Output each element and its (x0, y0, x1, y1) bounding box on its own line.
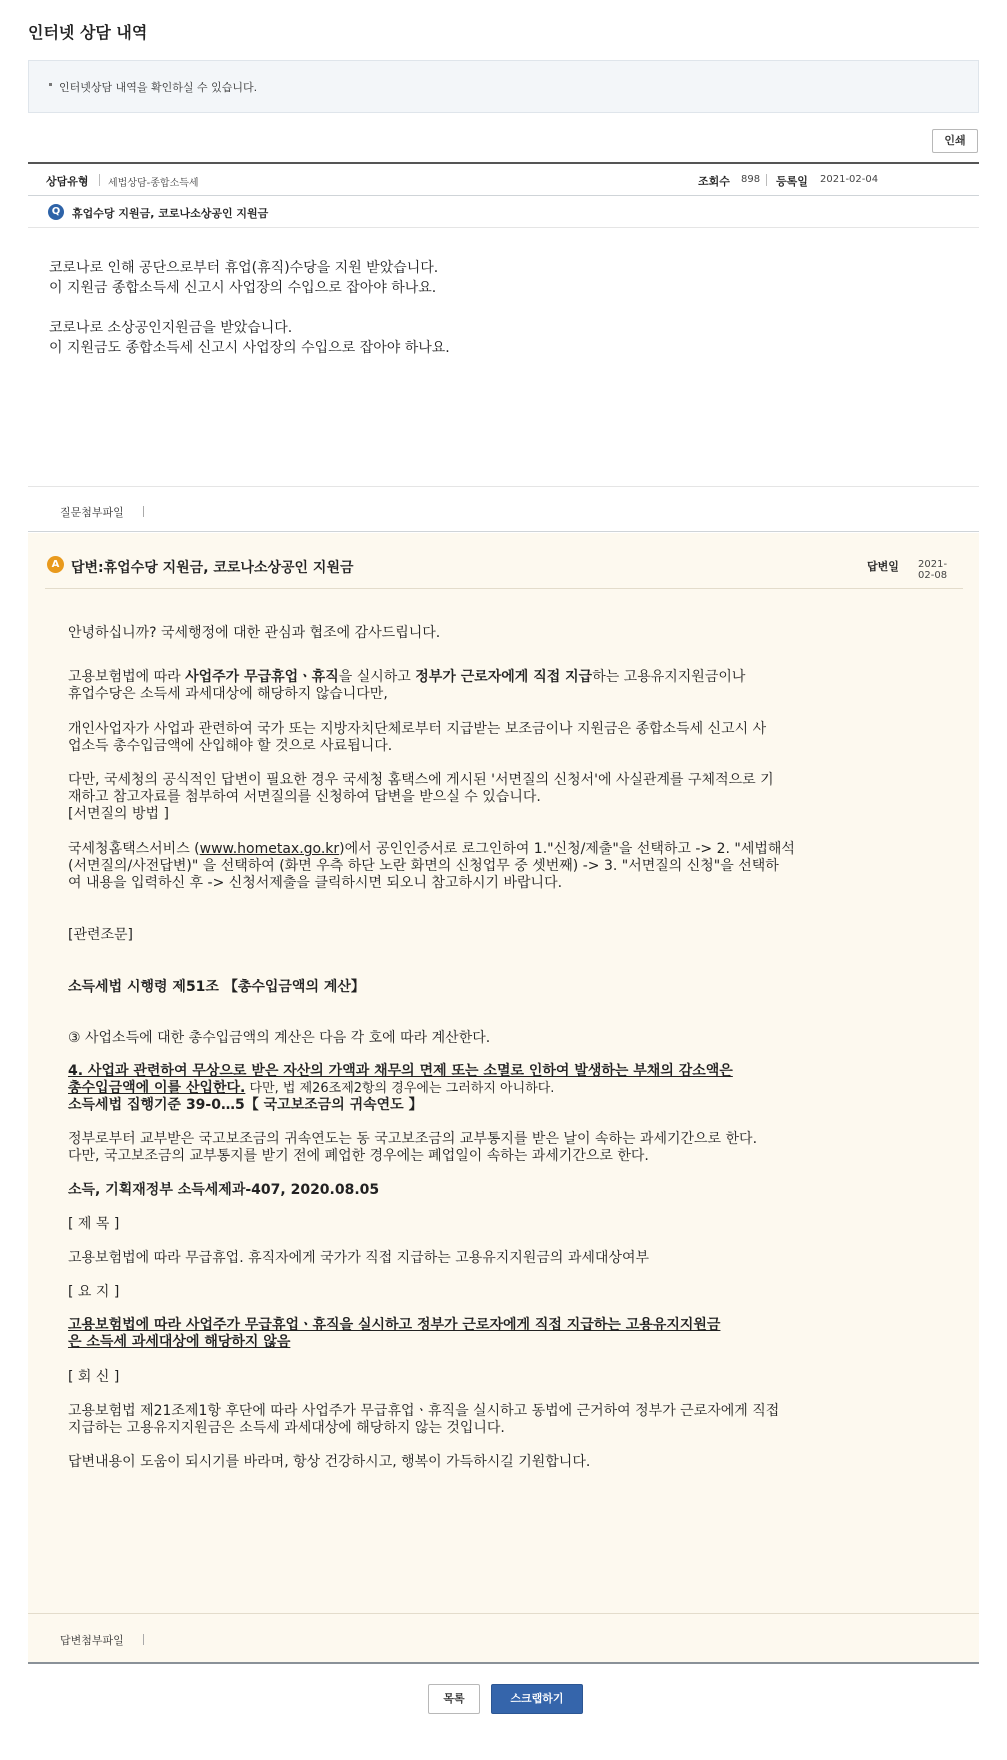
text: 여 내용을 입력하신 후 -> 신청서제출을 클릭하시면 되오니 참고하시기 바랍니다. (68, 875, 563, 891)
subject-label: [ 제 목 ] (68, 1216, 120, 1232)
subject-text: 고용보험법에 따라 무급휴업. 휴직자에게 국가가 직접 지급하는 고용유지지원금의 과세대상여부 (68, 1250, 650, 1266)
law-item-3: ③ 사업소득에 대한 총수입금액의 계산은 다음 각 호에 따라 계산한다. (68, 1030, 491, 1046)
question-title: 휴업수당 지원금, 코로나소상공인 지원금 (72, 207, 269, 220)
rule-title: 소득세법 집행기준 39-0…5【 국고보조금의 귀속연도 】 (68, 1097, 423, 1113)
divider (766, 174, 767, 186)
notice-text: 인터넷상담 내역을 확인하실 수 있습니다. (59, 81, 258, 94)
text-bold: 사업주가 무급휴업ㆍ휴직 (185, 669, 339, 685)
text: 지급하는 고용유지지원금은 소득세 과세대상에 해당하지 않는 것입니다. (68, 1420, 505, 1436)
text: 다만, 국세청의 공식적인 답변이 필요한 경우 국세청 홈택스에 게시된 '서면질의 신청서'에 사실관계를 구체적으로 기 (68, 772, 774, 788)
text: 고용보험법 제21조제1항 후단에 따라 사업주가 무급휴업ㆍ휴직을 실시하고 동법에 근거하여 정부가 근로자에게 직접 (68, 1403, 780, 1419)
text: 정부로부터 교부받은 국고보조금의 귀속연도는 동 국고보조금의 교부통지를 받은 날이 속하는 과세기간으로 한다. (68, 1131, 758, 1147)
text: [서면질의 방법 ] (68, 806, 169, 822)
answer-paragraph (68, 772, 953, 823)
list-button[interactable]: 목록 (428, 1684, 480, 1714)
question-line: 코로나로 소상공인지원금을 받았습니다. (49, 320, 293, 336)
answer-date-value: 2021-02-08 (918, 559, 948, 581)
law-item-4 (68, 1063, 953, 1097)
page-title: 인터넷 상담 내역 (28, 23, 148, 42)
date-label: 등록일 (776, 175, 808, 188)
answer-attachment-label: 답변첨부파일 (60, 1634, 124, 1647)
hometax-link[interactable]: www.hometax.go.kr (199, 841, 340, 857)
answer-closing: 답변내용이 도움이 되시기를 바라며, 항상 건강하시고, 행복이 가득하시길 기원합니다. (68, 1454, 591, 1470)
question-title-row (28, 196, 979, 228)
text: 국세청홈택스서비스 ( (68, 841, 200, 857)
type-value: 세법상담-종합소득세 (108, 178, 199, 189)
divider (99, 174, 100, 186)
answer-paragraph (68, 841, 953, 892)
text-bold-underline: 4. 사업과 관련하여 무상으로 받은 자산의 가액과 채무의 면제 또는 소멸로 인하여 발생하는 부채의 감소액은 (68, 1063, 733, 1079)
meta-row (28, 162, 979, 196)
law-title: 소득세법 시행령 제51조 【총수입금액의 계산】 (68, 979, 365, 995)
text: 개인사업자가 사업과 관련하여 국가 또는 지방자치단체로부터 지급받는 보조금이나 지원금은 종합소득세 신고시 사 (68, 721, 767, 737)
print-button[interactable]: 인쇄 (932, 129, 978, 153)
scrap-button[interactable]: 스크랩하기 (491, 1684, 583, 1714)
text: 고용보험법에 따라 사업주가 무급휴업ㆍ휴직을 실시하고 정부가 근로자에게 직접 지급하는 고용유지지원금 (68, 1317, 721, 1333)
answer-icon: A (47, 556, 64, 573)
related-label: [관련조문] (68, 927, 134, 943)
text: 고용보험법에 따라 (68, 669, 186, 685)
text-bold: 정부가 근로자에게 직접 지급 (415, 669, 593, 685)
answer-paragraph (68, 721, 953, 755)
text-bold-underline: 총수입금액에 이를 산입한다. (68, 1080, 246, 1096)
divider (143, 506, 144, 517)
answer-title: 답변:휴업수당 지원금, 코로나소상공인 지원금 (71, 560, 354, 576)
question-body (49, 258, 949, 358)
text: 하는 고용유지지원금이나 (592, 669, 746, 685)
question-icon: Q (48, 204, 64, 220)
question-attachment-row (28, 486, 979, 532)
views-value: 898 (741, 174, 761, 185)
text: (서면질의/사전답변)" 을 선택하여 (화면 우측 하단 노란 화면의 신청업무 중 셋번째) -> 3. "서면질의 신청"을 선택하 (68, 858, 779, 874)
answer-date-label: 답변일 (867, 560, 899, 573)
bottom-divider (28, 1662, 979, 1664)
summary-text (68, 1317, 953, 1351)
answer-header (45, 533, 963, 589)
text: 다만, 법 제26조제2항의 경우에는 그러하지 아니하다. (245, 1081, 555, 1096)
text: 다만, 국고보조금의 교부통지를 받기 전에 폐업한 경우에는 폐업일이 속하는 과세기간으로 한다. (68, 1148, 649, 1164)
ruling-title: 소득, 기획재정부 소득세제과-407, 2020.08.05 (68, 1182, 380, 1198)
divider (143, 1634, 144, 1645)
reply-label: [ 회 신 ] (68, 1369, 120, 1385)
text: )에서 공인인증서로 로그인하여 1."신청/제출"을 선택하고 -> 2. "세법해석 (339, 841, 795, 857)
answer-paragraph (68, 669, 953, 703)
text: 휴업수당은 소득세 과세대상에 해당하지 않습니다만, (68, 686, 388, 702)
answer-greeting: 안녕하십니까? 국세행정에 대한 관심과 협조에 감사드립니다. (68, 625, 441, 641)
text: 은 소득세 과세대상에 해당하지 않음 (68, 1334, 291, 1350)
question-attachment-label: 질문첨부파일 (60, 506, 124, 519)
answer-attachment-row (28, 1613, 979, 1662)
question-line: 이 지원금도 종합소득세 신고시 사업장의 수입으로 잡아야 하나요. (49, 340, 450, 356)
bullet-icon (49, 83, 52, 86)
text: 업소득 총수입금액에 산입해야 할 것으로 사료됩니다. (68, 738, 393, 754)
question-line: 이 지원금 종합소득세 신고시 사업장의 수입으로 잡아야 하나요. (49, 280, 437, 296)
reply-text (68, 1403, 953, 1437)
text: 을 실시하고 (338, 669, 416, 685)
rule-text (68, 1131, 953, 1165)
question-line: 코로나로 인해 공단으로부터 휴업(휴직)수당을 지원 받았습니다. (49, 260, 439, 276)
text: 재하고 참고자료를 첨부하여 서면질의를 신청하여 답변을 받으실 수 있습니다. (68, 789, 541, 805)
notice-box (28, 60, 979, 113)
views-label: 조회수 (698, 175, 730, 188)
answer-section (28, 533, 979, 1662)
summary-label: [ 요 지 ] (68, 1284, 120, 1300)
date-value: 2021-02-04 (820, 174, 879, 185)
type-label: 상담유형 (46, 175, 89, 188)
